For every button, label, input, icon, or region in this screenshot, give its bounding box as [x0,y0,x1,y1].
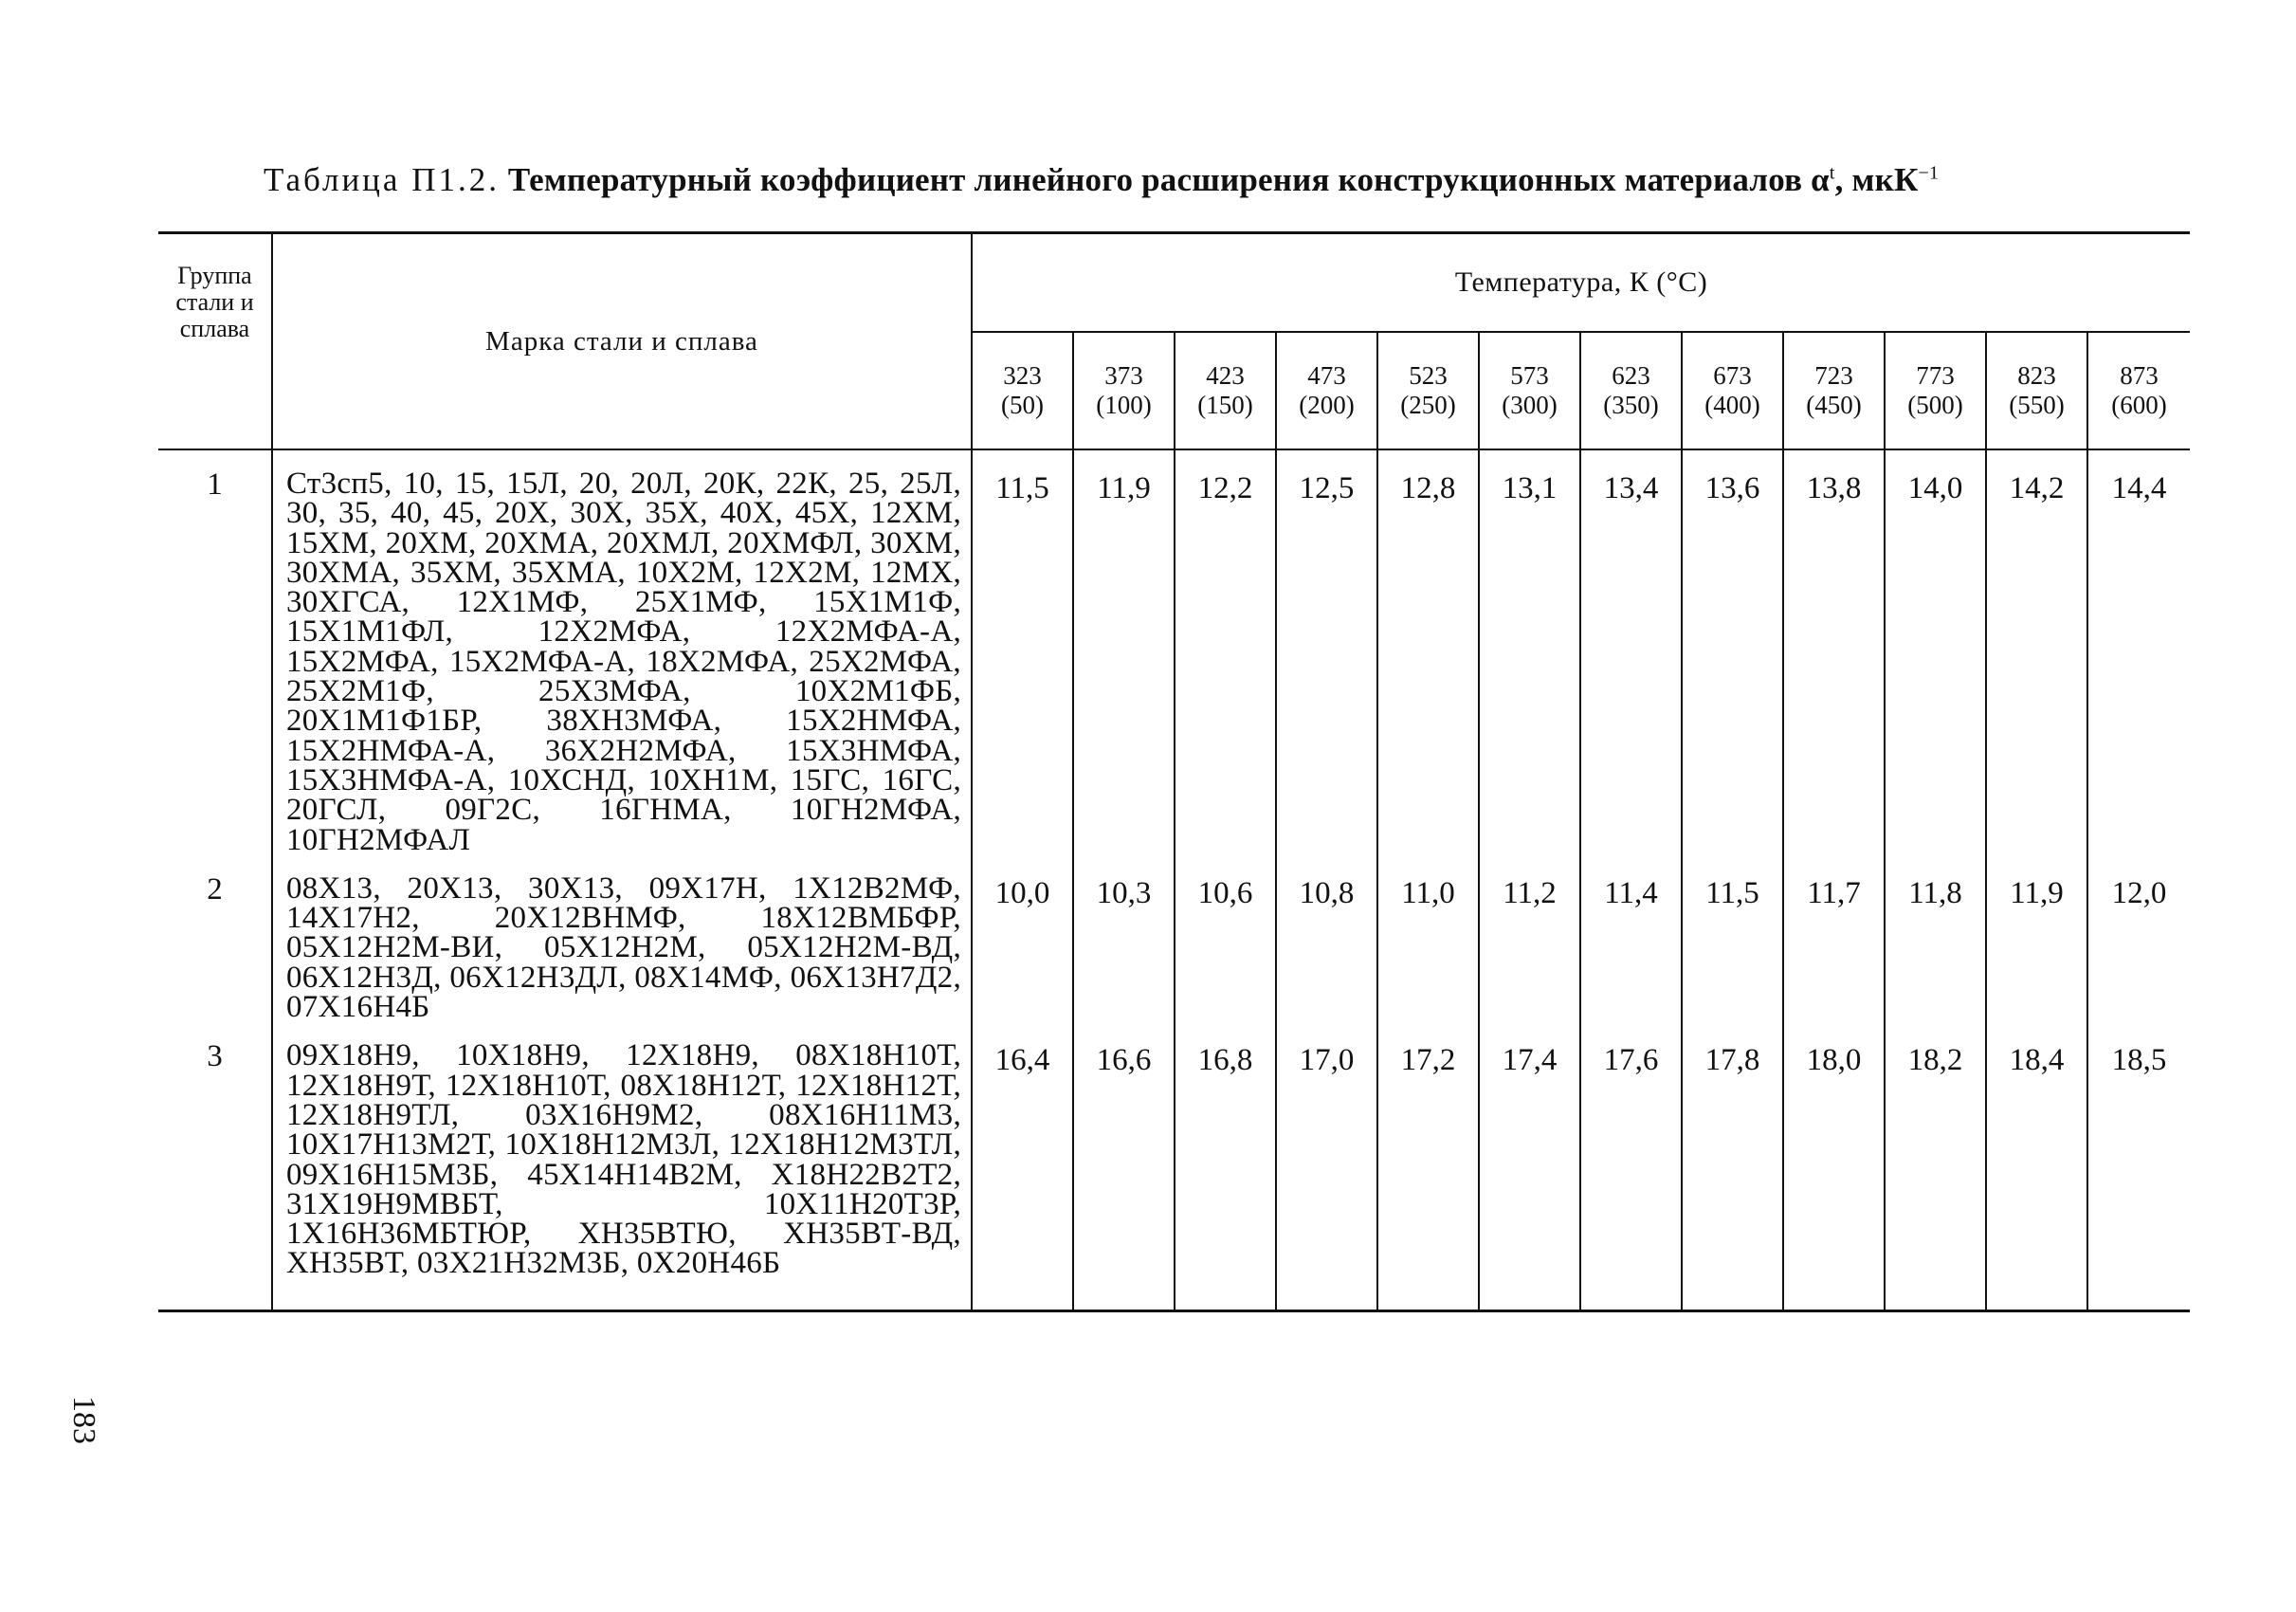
header-temp-823 [1986,332,2087,449]
temp-kelvin: 623 [1612,360,1650,390]
group-number: 1 [158,449,272,855]
coefficient-value: 12,5 [1276,449,1377,855]
coefficient-value: 13,4 [1580,449,1682,855]
caption-unit-power: −1 [1918,162,1940,184]
coefficient-value: 11,5 [1682,855,1783,1022]
coefficient-value: 10,6 [1175,855,1276,1022]
table-row [158,449,2190,855]
coefficient-value: 13,1 [1479,449,1580,855]
coefficient-value: 13,6 [1682,449,1783,855]
steel-grades: Ст3сп5, 10, 15, 15Л, 20, 20Л, 20К, 22К, 25, 25Л, 30, 35, 40, 45, 20Х, 30Х, 35Х, 40Х, 45Х, 12ХМ, 15ХМ, 20ХМ, 20ХМА, 20ХМЛ, 20ХМФЛ, 30ХМ, 30ХМА, 35ХМ, 35ХМА, 10Х2М, 12Х2М, 12МХ, 30ХГСА, 12Х1МФ, 25Х1МФ, 15Х1М1Ф, 15Х1М1ФЛ, 12Х2МФА, 12Х2МФА-А, 15Х2МФА, 15Х2МФА-А, 18Х2МФА, 25Х2МФА, 25Х2М1Ф, 25Х3МФА, 10Х2М1ФБ, 20Х1М1Ф1БР, 38ХН3МФА, 15Х2НМФА, 15Х2НМФА-А, 36Х2Н2МФА, 15Х3НМФА, 15Х3НМФА-А, 10ХСНД, 10ХН1М, 15ГС, 16ГС, 20ГСЛ, 09Г2С, 16ГНМА, 10ГН2МФА, 10ГН2МФАЛ [272,449,972,855]
header-temp-623 [1580,332,1682,449]
temp-celsius: (450) [1806,390,1862,419]
coefficient-value: 14,4 [2087,449,2190,855]
header-grade: Марка стали и сплава [272,233,972,450]
temp-kelvin: 423 [1206,360,1245,390]
coefficient-value: 11,5 [972,449,1073,855]
coefficient-value: 18,5 [2087,1022,2190,1310]
header-temp-573 [1479,332,1580,449]
header-temp-523 [1377,332,1479,449]
coefficient-value: 17,6 [1580,1022,1682,1310]
temp-kelvin: 323 [1003,360,1042,390]
coefficient-value: 17,4 [1479,1022,1580,1310]
temp-celsius: (200) [1299,390,1355,419]
temp-kelvin: 523 [1409,360,1448,390]
temp-celsius: (150) [1197,390,1253,419]
coefficient-value: 12,2 [1175,449,1276,855]
coefficient-value: 11,9 [1986,855,2087,1022]
coefficient-value: 17,0 [1276,1022,1377,1310]
temp-kelvin: 773 [1916,360,1955,390]
header-temp-773 [1885,332,1986,449]
header-temp-873 [2087,332,2190,449]
coefficient-value: 18,4 [1986,1022,2087,1310]
table-caption [264,161,2122,199]
steel-grades: 08Х13, 20Х13, 30Х13, 09Х17Н, 1Х12В2МФ, 14Х17Н2, 20Х12ВНМФ, 18Х12ВМБФР, 05Х12Н2М-ВИ, 05Х12Н2М, 05Х12Н2М-ВД, 06Х12Н3Д, 06Х12Н3ДЛ, 08Х14МФ, 06Х13Н7Д2, 07Х16Н4Б [272,855,972,1022]
header-temp-323 [972,332,1073,449]
group-number: 2 [158,855,272,1022]
temp-kelvin: 573 [1510,360,1549,390]
caption-unit: , мкК [1834,161,1919,198]
coefficient-value: 16,6 [1073,1022,1175,1310]
coefficient-value: 17,8 [1682,1022,1783,1310]
expansion-coefficient-table [158,231,2190,1312]
temp-celsius: (350) [1603,390,1659,419]
temp-kelvin: 673 [1713,360,1752,390]
coefficient-value: 14,2 [1986,449,2087,855]
coefficient-value: 11,0 [1377,855,1479,1022]
coefficient-value: 11,8 [1885,855,1986,1022]
table-row [158,855,2190,1022]
group-number: 3 [158,1022,272,1310]
coefficient-value: 18,0 [1783,1022,1885,1310]
coefficient-value: 12,0 [2087,855,2190,1022]
coefficient-value: 12,8 [1377,449,1479,855]
coefficient-value: 11,4 [1580,855,1682,1022]
temp-kelvin: 473 [1307,360,1346,390]
header-temp-373 [1073,332,1175,449]
coefficient-value: 10,3 [1073,855,1175,1022]
coefficient-value: 13,8 [1783,449,1885,855]
temp-kelvin: 723 [1814,360,1853,390]
header-temp-673 [1682,332,1783,449]
temp-celsius: (50) [1001,390,1044,419]
coefficient-value: 10,0 [972,855,1073,1022]
coefficient-value: 17,2 [1377,1022,1479,1310]
caption-superscript: t [1829,162,1835,184]
temp-celsius: (400) [1704,390,1760,419]
coefficient-value: 11,2 [1479,855,1580,1022]
caption-label: Таблица П1.2. [264,161,500,198]
coefficient-value: 18,2 [1885,1022,1986,1310]
temp-celsius: (100) [1096,390,1152,419]
temp-kelvin: 873 [2120,360,2159,390]
temp-celsius: (250) [1400,390,1456,419]
steel-grades: 09Х18Н9, 10Х18Н9, 12Х18Н9, 08Х18Н10Т, 12Х18Н9Т, 12Х18Н10Т, 08Х18Н12Т, 12Х18Н12Т, 12Х18Н9ТЛ, 03Х16Н9М2, 08Х16Н11М3, 10Х17Н13М2Т, 10Х18Н12М3Л, 12Х18Н12М3ТЛ, 09Х16Н15М3Б, 45Х14Н14В2М, Х18Н22В2Т2, 31Х19Н9МВБТ, 10Х11Н20Т3Р, 1Х16Н36МБТЮР, ХН35ВТЮ, ХН35ВТ-ВД, ХН35ВТ, 03Х21Н32М3Б, 0Х20Н46Б [272,1022,972,1310]
coefficient-value: 16,8 [1175,1022,1276,1310]
coefficient-value: 11,7 [1783,855,1885,1022]
header-temp-723 [1783,332,1885,449]
coefficient-value: 10,8 [1276,855,1377,1022]
temp-celsius: (300) [1502,390,1558,419]
page-number: 183 [66,1396,101,1444]
temp-kelvin: 823 [2017,360,2056,390]
header-temp-423 [1175,332,1276,449]
header-temperature: Температура, К (°С) [972,233,2190,332]
coefficient-value: 14,0 [1885,449,1986,855]
table-row [158,1022,2190,1310]
temp-kelvin: 373 [1104,360,1143,390]
header-group: Группа стали и сплава [158,233,272,450]
temp-celsius: (500) [1907,390,1963,419]
coefficient-value: 11,9 [1073,449,1175,855]
coefficient-value: 16,4 [972,1022,1073,1310]
temp-celsius: (550) [2009,390,2065,419]
header-temp-473 [1276,332,1377,449]
caption-title: Температурный коэффициент линейного расширения конструкционных материалов α [507,161,1830,198]
temp-celsius: (600) [2111,390,2167,419]
